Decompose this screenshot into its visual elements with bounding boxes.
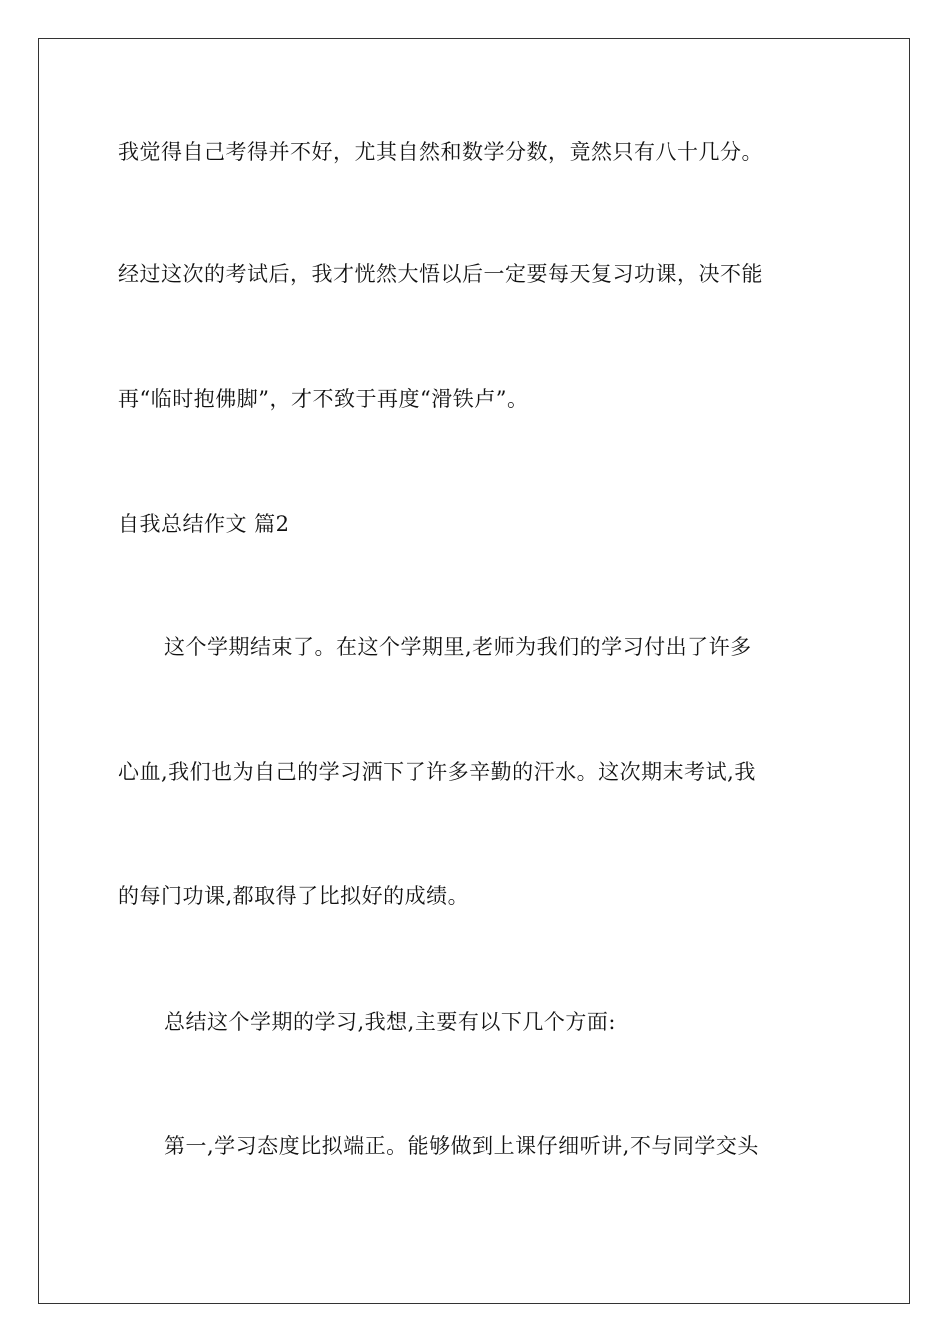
paragraph-line-2: 经过这次的考试后，我才恍然大悟以后一定要每天复习功课，决不能 [118,262,763,286]
paragraph-line-8: 第一,学习态度比拟端正。能够做到上课仔细听讲,不与同学交头 [164,1134,759,1158]
paragraph-line-1: 我觉得自己考得并不好，尤其自然和数学分数，竟然只有八十几分。 [118,140,763,164]
paragraph-line-4: 这个学期结束了。在这个学期里,老师为我们的学习付出了许多 [164,635,752,659]
paragraph-line-7: 总结这个学期的学习,我想,主要有以下几个方面: [164,1010,616,1034]
paragraph-line-6: 的每门功课,都取得了比拟好的成绩。 [118,884,470,908]
section-heading: 自我总结作文 篇2 [118,512,290,536]
paragraph-line-3: 再“临时抱佛脚”，才不致于再度“滑铁卢”。 [118,387,529,411]
page-border [38,38,910,1304]
paragraph-line-5: 心血,我们也为自己的学习洒下了许多辛勤的汗水。这次期末考试,我 [118,760,756,784]
